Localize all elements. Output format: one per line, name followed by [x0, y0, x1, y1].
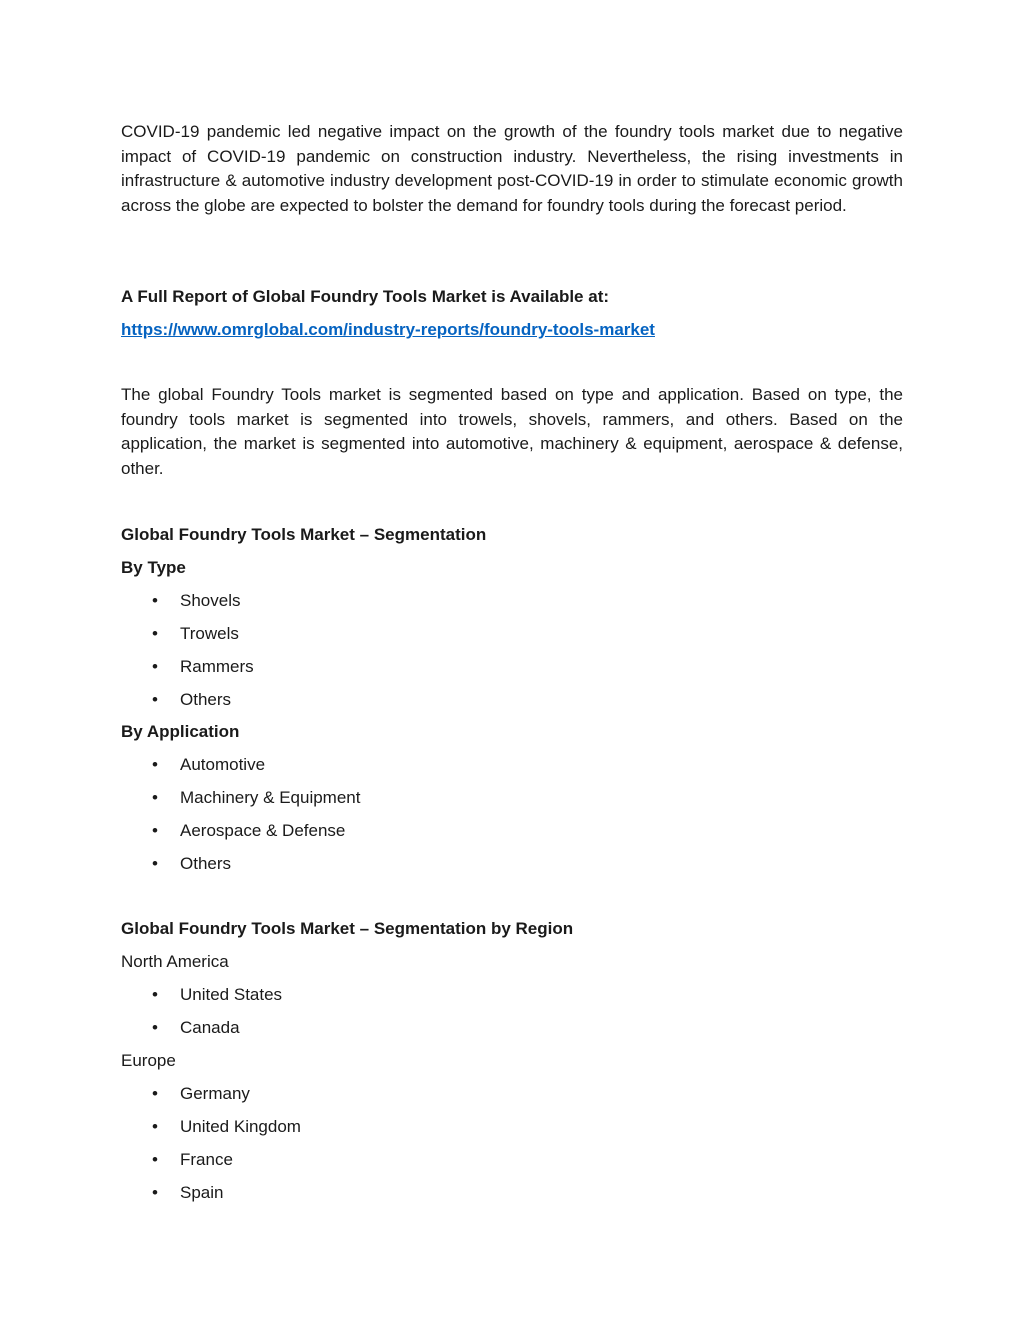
list-item — [152, 755, 265, 775]
list-item — [152, 1117, 301, 1137]
report-link[interactable]: https://www.omrglobal.com/industry-reports/foundry-tools-market — [121, 320, 655, 339]
segmentation-heading: Global Foundry Tools Market – Segmentation — [121, 525, 487, 544]
list-item — [152, 1183, 223, 1203]
north-america-label: North America — [121, 952, 229, 971]
report-heading: A Full Report of Global Foundry Tools Market is Available at: — [121, 287, 610, 306]
segment-paragraph: The global Foundry Tools market is segmented based on type and application. Based on type, the foundry tools market is segmented into trowels, shovels, rammers, and others. Based on the application, the market is segmented into automotive, machinery & equipment, aerospace & defense, other. — [121, 385, 903, 479]
list-item-label: Aerospace & Defense — [180, 821, 346, 840]
list-item-label: Others — [180, 854, 232, 873]
list-item — [152, 1018, 240, 1038]
list-item-label: France — [180, 1150, 233, 1169]
bullet-icon: • — [152, 690, 158, 709]
intro-paragraph: COVID-19 pandemic led negative impact on the growth of the foundry tools market due to negative impact of COVID-19 pandemic on construction industry. Nevertheless, the rising investments in infrastructure & automotive industry development post-COVID-19 in order to stimulate economic growth across the globe are expected to bolster the demand for foundry tools during the forecast period. — [121, 122, 903, 216]
bullet-icon: • — [152, 1117, 158, 1136]
list-item — [152, 690, 231, 710]
bullet-icon: • — [152, 788, 158, 807]
list-item-label: United States — [180, 985, 283, 1004]
list-item — [152, 985, 282, 1005]
bullet-icon: • — [152, 624, 158, 643]
bullet-icon: • — [152, 1183, 158, 1202]
bullet-icon: • — [152, 854, 158, 873]
bullet-icon: • — [152, 1018, 158, 1037]
list-item-label: Trowels — [180, 624, 239, 643]
list-item-label: Automotive — [180, 755, 266, 774]
list-item — [152, 854, 231, 874]
bullet-icon: • — [152, 591, 158, 610]
list-item-label: Canada — [180, 1018, 240, 1037]
europe-label: Europe — [121, 1051, 176, 1070]
bullet-icon: • — [152, 657, 158, 676]
bullet-icon: • — [152, 985, 158, 1004]
by-application-label: By Application — [121, 722, 240, 741]
list-item-label: Germany — [180, 1084, 250, 1103]
list-item-label: Machinery & Equipment — [180, 788, 361, 807]
list-item-label: Rammers — [180, 657, 254, 676]
bullet-icon: • — [152, 1084, 158, 1103]
list-item-label: Others — [180, 690, 232, 709]
list-item — [152, 1150, 233, 1170]
bullet-icon: • — [152, 821, 158, 840]
list-item — [152, 821, 345, 841]
list-item-label: Spain — [180, 1183, 224, 1202]
bullet-icon: • — [152, 755, 158, 774]
list-item — [152, 1084, 250, 1104]
list-item — [152, 657, 254, 677]
list-item — [152, 591, 240, 611]
bullet-icon: • — [152, 1150, 158, 1169]
by-type-label: By Type — [121, 558, 186, 577]
list-item-label: United Kingdom — [180, 1117, 301, 1136]
list-item — [152, 624, 239, 644]
list-item-label: Shovels — [180, 591, 241, 610]
region-heading: Global Foundry Tools Market – Segmentation by Region — [121, 919, 574, 938]
list-item — [152, 788, 360, 808]
